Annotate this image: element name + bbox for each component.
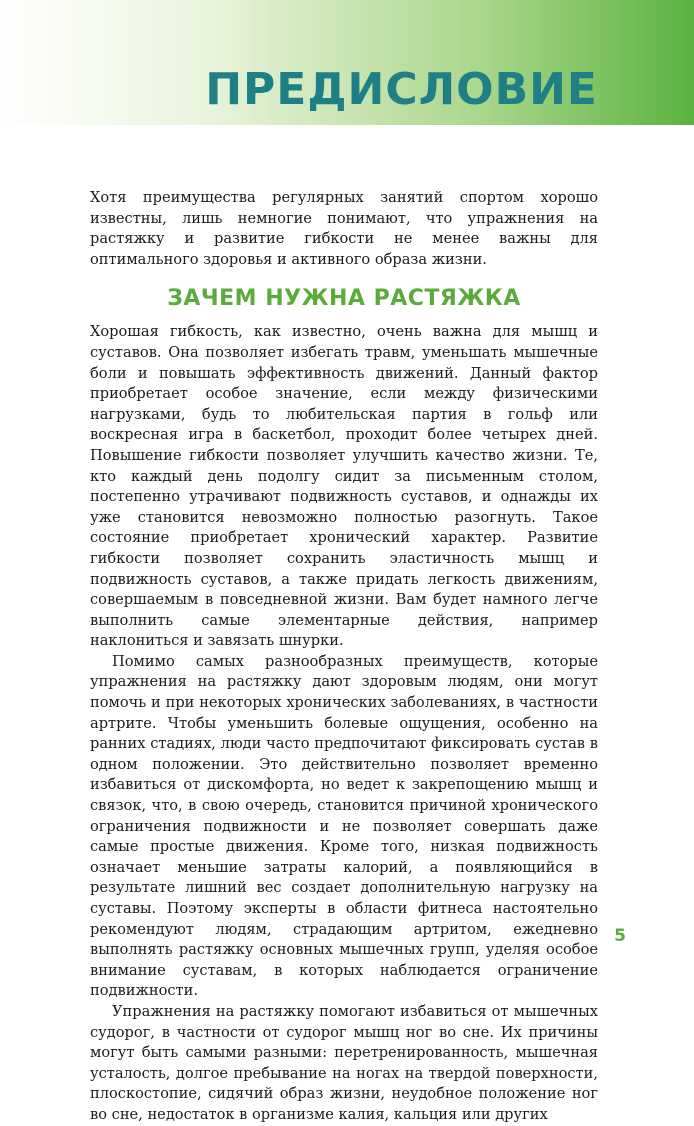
body-paragraph-3: Упражнения на растяжку помогают избавиться от мышечных судорог, в частности от судорог мышц ног во сне. Их причины могут быть самыми разными: перетренированность, мышечная усталость, долгое пребывание на ногах на твердой поверхности, плоскостопие, сидячий образ жизни, неудобное положение ног во сне, недостаток в организме калия, кальция или других <box>90 1002 598 1123</box>
body-paragraph-2: Помимо самых разнообразных преимуществ, которые упражнения на растяжку дают здоровым людям, они могут помочь и при некоторых хронических заболеваниях, в частности артрите. Чтобы уменьшить болевые ощущения, особенно на ранних стадиях, люди часто предпочитают фиксировать сустав в одном положении. Это действительно позволяет временно избавиться от дискомфорта, но ведет к закрепощению мышц и связок, что, в свою очередь, становится причиной хронического ограничения подвижности и не позволяет совершать даже самые простые движения. Кроме того, низкая подвижность означает меньшие затраты калорий, а появляющийся в результате лишний вес создает дополнительную нагрузку на суставы. Поэтому эксперты в области фитнеса настоятельно рекомендуют людям, страдающим артритом, ежедневно выполнять растяжку основных мышечных групп, уделяя особое внимание суставам, в которых наблюдается ограничение подвижности. <box>90 652 598 1000</box>
intro-paragraph: Хотя преимущества регулярных занятий спортом хорошо известны, лишь немногие понимают, что упражнения на растяжку и развитие гибкости не менее важны для оптимального здоровья и активного образа жизни. <box>90 189 598 268</box>
section-heading: ЗАЧЕМ НУЖНА РАСТЯЖКА <box>167 286 521 312</box>
page-title: ПРЕДИСЛОВИЕ <box>205 64 598 115</box>
page-content <box>90 188 598 1126</box>
page-number: 5 <box>614 926 626 946</box>
body-paragraph-1: Хорошая гибкость, как известно, очень важна для мышц и суставов. Она позволяет избегать травм, уменьшать мышечные боли и повышать эффективность движений. Данный фактор приобретает особое значение, если между физическими нагрузками, будь то любительская партия в гольф или воскресная игра в баскетбол, проходит более четырех дней. Повышение гибкости позволяет улучшить качество жизни. Те, кто каждый день подолгу сидит за письменным столом, постепенно утрачивают подвижность суставов, и однажды их уже становится невозможно полностью разогнуть. Такое состояние приобретает хронический характер. Развитие гибкости позволяет сохранить эластичность мышц и подвижность суставов, а также придать легкость движениям, совершаемым в повседневной жизни. Вам будет намного легче выполнить самые элементарные действия, например наклониться и завязать шнурки. <box>90 323 598 650</box>
